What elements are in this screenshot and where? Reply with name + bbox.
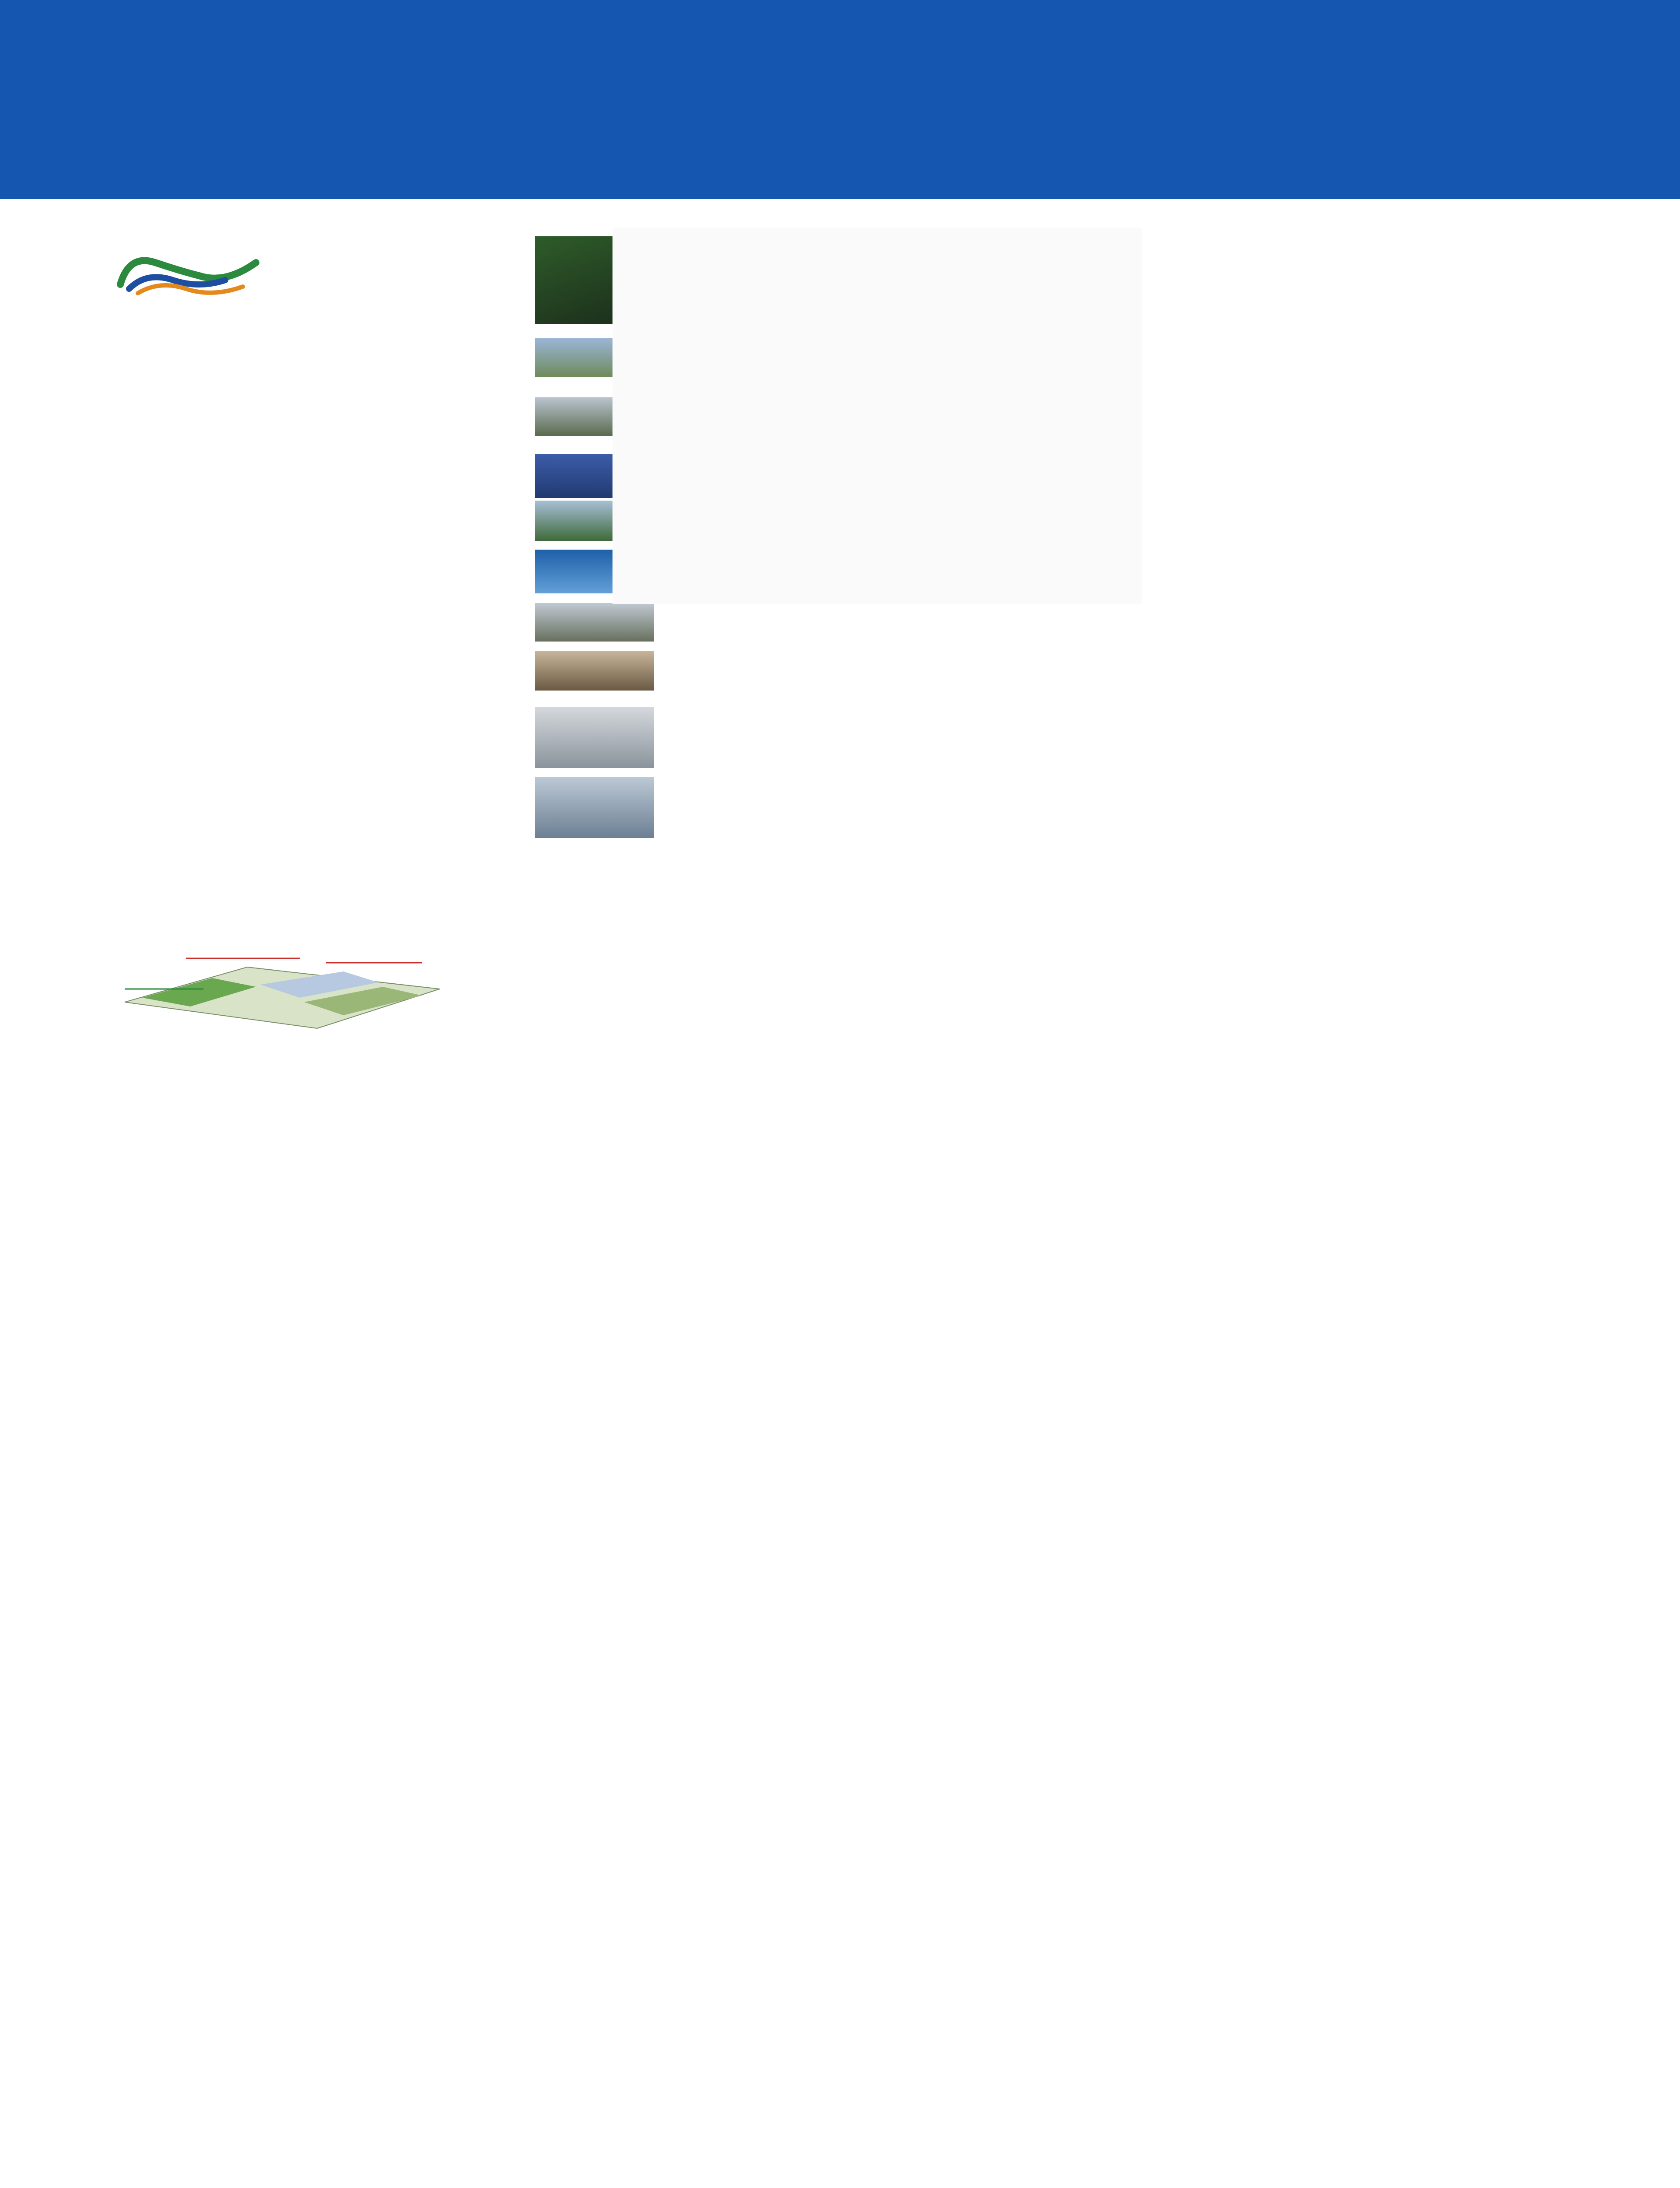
plan-panel [612,228,1142,604]
isometric-site-diagram [116,941,448,1033]
photo-textile [535,777,654,838]
logo-swirl-icon [112,245,427,298]
photo-hallen [535,707,654,768]
photo-demo [535,603,654,642]
photo-workshop [535,651,654,691]
concept-column [112,236,656,2188]
three-areas-diagram [116,941,448,1033]
header-band [0,0,1680,199]
soulvillage-logo [112,245,427,298]
